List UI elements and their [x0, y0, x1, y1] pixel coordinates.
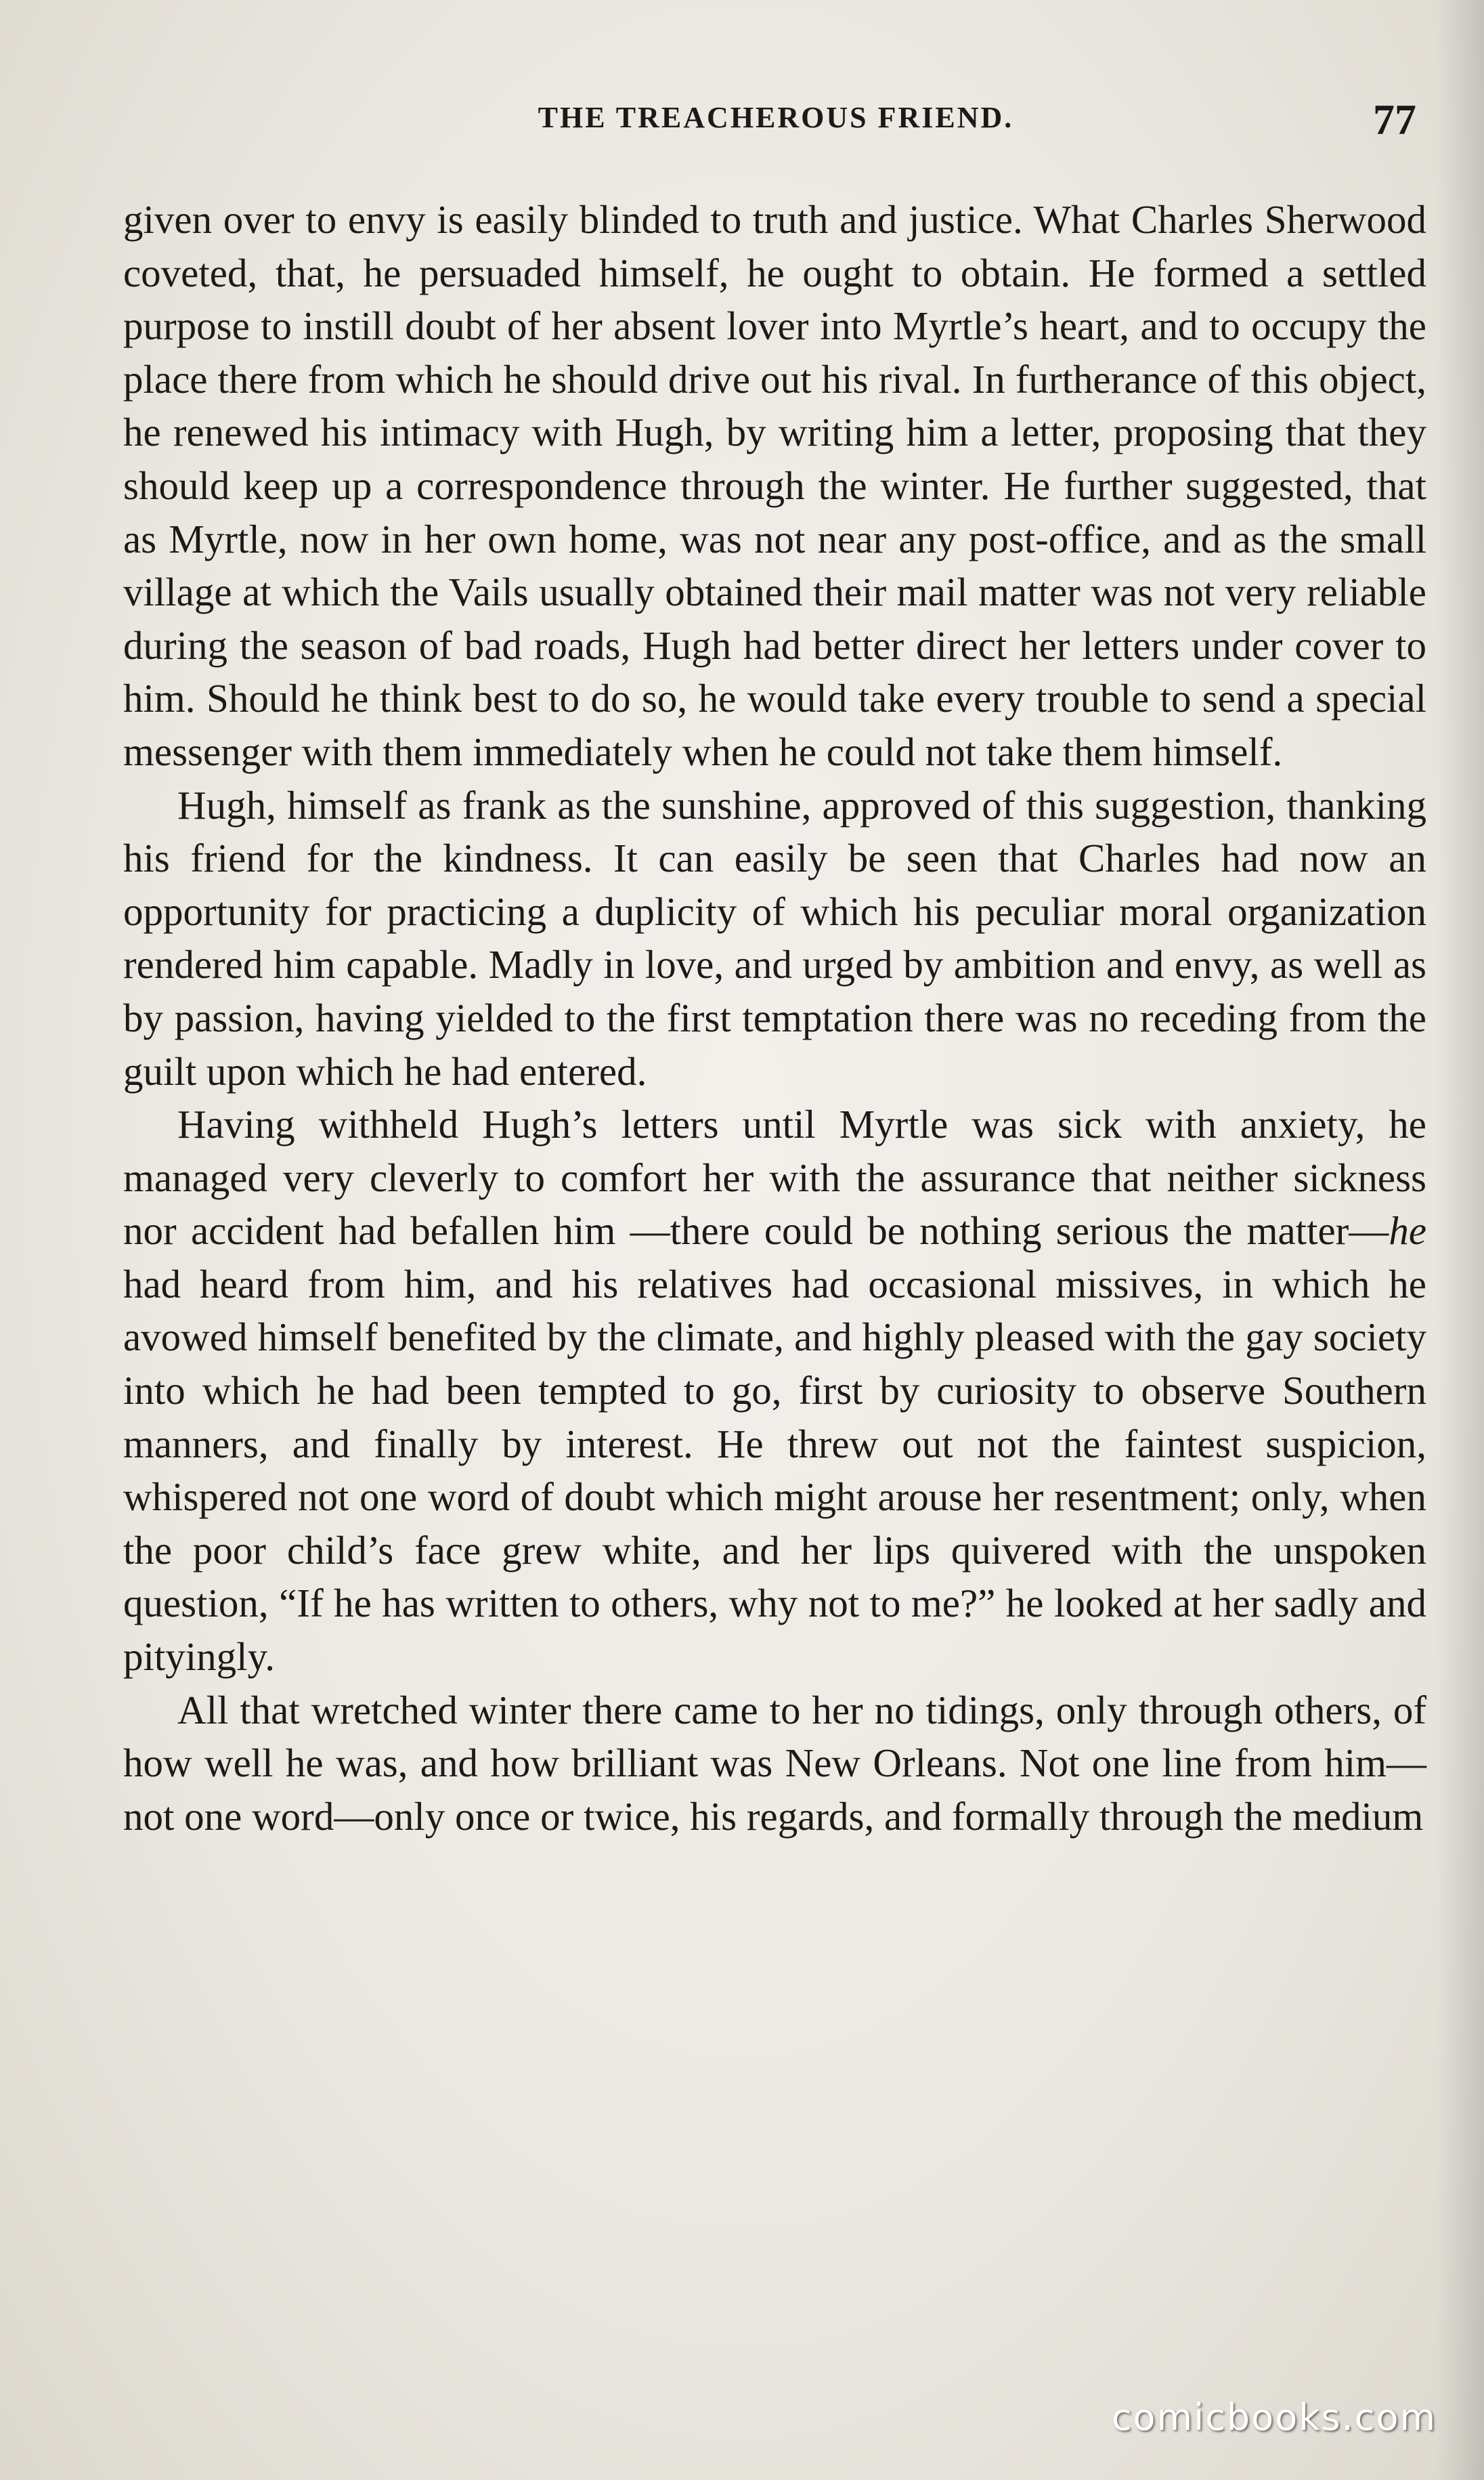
paragraph-1: given over to envy is easily blinded to truth and justice. What Charles Sherwood coveted, that, he persuaded himself, he ought to obtain. He formed a settled purpose to instill doubt of her absent lover into Myrtle’s heart, and to occupy the place there from which he should drive out his rival. In furtherance of this object, he renewed his intimacy with Hugh, by writing him a letter, proposing that they should keep up a correspondence through the winter. He further suggested, that as Myrtle, now in her own home, was not near any post-office, and as the small village at which the Vails usually obtained their mail matter was not very reliable during the season of bad roads, Hugh had better direct her letters under cover to him. Should he think best to do so, he would take every trouble to send a special messenger with them immediately when he could not take them himself. — [123, 197, 1426, 774]
watermark-logo: comicbooks.com — [1111, 2396, 1437, 2439]
paragraph-2: Hugh, himself as frank as the sunshine, approved of this suggestion, thanking his friend for the kindness. It can easily be seen that Charles had now an opportunity for practicing a duplicity of which his peculiar moral organization rendered him capable. Madly in love, and urged by ambition and envy, as well as by passion, having yielded to the first temptation there was no receding from the guilt upon which he had entered. — [123, 782, 1426, 1094]
paragraph-3-part-1: Having withheld Hugh’s letters until Myrtle was sick with anxiety, he managed very cleverly to comfort her with the assurance that neither sickness nor accident had befallen him —there could be nothing serious the matter— — [123, 1102, 1426, 1254]
paragraph-3-part-2: had heard from him, and his relatives had occasional missives, in which he avowed himself benefited by the climate, and highly pleased with the gay society into which he had been tempted to go, first by curiosity to observe Southern manners, and finally by interest. He threw out not the faintest suspicion, whispered not one word of doubt which might arouse her resentment; only, when the poor child’s face grew white, and her lips quivered with the unspoken question, “If he has written to others, why not to me?” he looked at her sadly and pityingly. — [123, 1261, 1426, 1680]
running-head — [122, 95, 1430, 142]
running-title: THE TREACHEROUS FRIEND. — [538, 101, 1014, 134]
page-number: 77 — [1373, 95, 1416, 144]
paragraph-3-italic-word: he — [1389, 1208, 1426, 1254]
paragraph-4: All that wretched winter there came to her no tidings, only through others, of how well he was, and how brilliant was New Orleans. Not one line from him—not one word—only once or twice, his regards, and formally through the medium — [123, 1687, 1426, 1839]
body-text — [123, 193, 1426, 1843]
page-edge-shadow — [1437, 0, 1484, 2480]
paragraph-3 — [123, 1098, 1426, 1684]
